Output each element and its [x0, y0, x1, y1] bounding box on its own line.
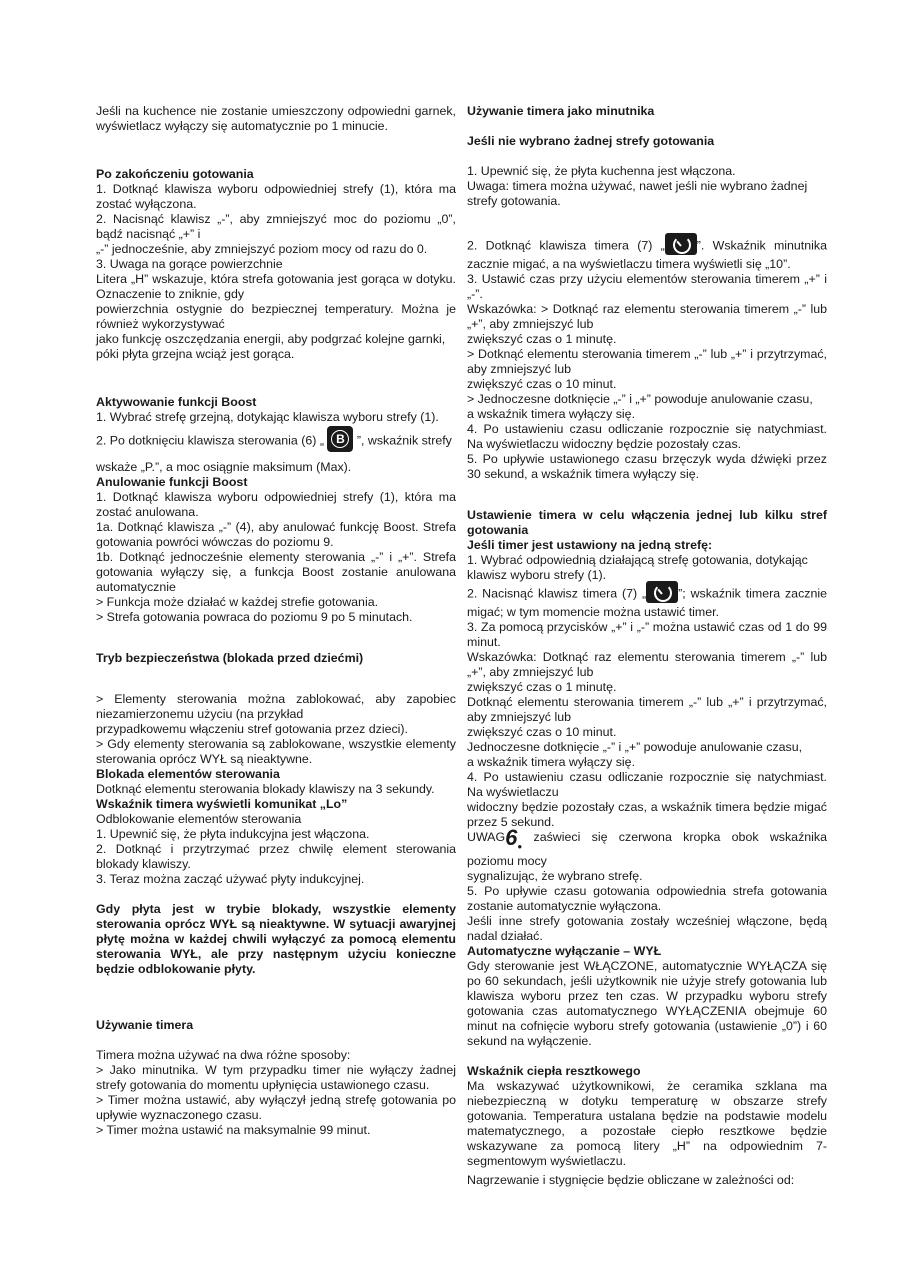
- zone-timer-step-2: [467, 583, 827, 620]
- zone-timer-hint-1: Wskazówka: Dotknąć raz elementu sterowania timerem „-” lub „+”, aby zmniejszyć lub: [467, 650, 827, 679]
- zone-timer-hint-2: zwiększyć czas o 1 minutę.: [467, 680, 617, 694]
- zone-timer-step-1: 1. Wybrać odpowiednią działającą strefę gotowania, dotykając klawisz wyboru strefy (1).: [467, 553, 808, 582]
- minute-minder-hint-6: a wskaźnik timera wyłączy się.: [467, 407, 636, 421]
- left-column: [96, 104, 456, 1138]
- lock-warning: Gdy płyta jest w trybie blokady, wszystkie elementy sterowania oprócz WYŁ są nieaktywne. W sytuacji awaryjnej płytę można w każdej chwili wyłączyć za pomocą elementu sterowania WYŁ, ale przy następnym użyciu konieczne będzie odblokowanie płyty.: [96, 902, 456, 976]
- timer-text-2: > Jako minutnika. W tym przypadku timer nie wyłączy żadnej strefy gotowania do momentu upłynięcia ustawionego czasu.: [96, 1063, 456, 1092]
- auto-off-heading: Automatyczne wyłączanie – WYŁ: [467, 944, 662, 958]
- zone-timer-caution: [467, 825, 827, 869]
- boost-on-step-2-text-b: ”, wskaźnik strefy: [356, 433, 452, 448]
- zone-timer-hint-3: Dotknąć elementu sterowania timerem „-” lub „+” i przytrzymać, aby zmniejszyć lub: [467, 695, 827, 724]
- minute-minder-step-5: 5. Po upływie ustawionego czasu brzęczyk wyda dźwięki przez 30 sekund, a wskaźnik timera wyłączy się.: [467, 452, 827, 481]
- boost-key-icon: [327, 426, 353, 452]
- timer-text-1: Timera można używać na dwa różne sposoby:: [96, 1048, 351, 1062]
- unlock-step-2: 2. Dotknąć i przytrzymać przez chwilę element sterowania blokady klawiszy.: [96, 842, 456, 871]
- hot-surface-text-1: Litera „H” wskazuje, która strefa gotowania jest gorąca w dotyku. Oznaczenie to zniknie, gdy: [96, 272, 456, 301]
- residual-heat-text: Ma wskazywać użytkownikowi, że ceramika szklana ma niebezpieczną w dotyku temperaturę w obszarze strefy gotowania. Temperatura ustalana będzie na podstawie modelu matematycznego, a pozostałe ciepło resztkowe będzie wskazywane za pomocą litery „H” na odpowiednim 7-segmentowym wyświetlaczu.: [467, 1079, 827, 1168]
- hot-surface-text-4: póki płyta grzejna wciąż jest gorąca.: [96, 347, 295, 361]
- timer-text-4: > Timer można ustawić na maksymalnie 99 minut.: [96, 1123, 371, 1137]
- boost-on-step-2: [96, 428, 456, 454]
- boost-off-note-1: > Funkcja może działać w każdej strefie gotowania.: [96, 595, 379, 609]
- residual-heat-heading: Wskaźnik ciepła resztkowego: [467, 1064, 641, 1078]
- minute-minder-hint-4: zwiększyć czas o 10 minut.: [467, 377, 617, 391]
- boost-off-note-2: > Strefa gotowania powraca do poziomu 9 po 5 minutach.: [96, 610, 413, 624]
- zone-timer-step-4b: widoczny będzie pozostały czas, a wskaźnik timera będzie migać przez 5 sekund.: [467, 800, 827, 829]
- lock-heading: Blokada elementów sterowania: [96, 767, 280, 781]
- zone-timer-caution-2: sygnalizując, że wybrano strefę.: [467, 869, 643, 883]
- boost-on-step-3: wskaże „P.”, a moc osiągnie maksimum (Max).: [96, 460, 352, 474]
- no-pot-note: Jeśli na kuchence nie zostanie umieszczony odpowiedni garnek, wyświetlacz wyłączy się automatycznie po 1 minucie.: [96, 104, 456, 133]
- boost-off-heading: Anulowanie funkcji Boost: [96, 475, 248, 489]
- minute-minder-step-1: 1. Upewnić się, że płyta kuchenna jest włączona.: [467, 164, 736, 178]
- boost-off-step-1: 1. Dotknąć klawisza wyboru odpowiedniej strefy (1), która ma zostać anulowana.: [96, 490, 456, 519]
- zone-timer-caution-text-b: zaświeci się czerwona kropka obok wskaźnika poziomu mocy: [467, 830, 827, 868]
- after-cooking-heading: Po zakończeniu gotowania: [96, 167, 254, 181]
- seven-segment-icon: [505, 825, 523, 854]
- auto-off-text: Gdy sterowanie jest WŁĄCZONE, automatycznie WYŁĄCZA się po 60 sekundach, jeśli użytkownik nie użyje strefy gotowania lub klawisza wyboru przez ten czas. W przypadku wyboru strefy gotowania czas automatycznego WYŁĄCZENIA obejmuje 60 minut na cofnięcie wyboru strefy gotowania (ustawienie „0”) i 60 sekund na wyłączenie.: [467, 959, 827, 1048]
- right-column: [467, 104, 827, 1188]
- boost-on-heading: Aktywowanie funkcji Boost: [96, 395, 257, 409]
- zone-timer-step-5: 5. Po upływie czasu gotowania odpowiednia strefa gotowania zostanie automatycznie wyłączona.: [467, 884, 827, 913]
- zone-timer-hint-4: zwiększyć czas o 10 minut.: [467, 725, 617, 739]
- boost-on-step-2-text-a: 2. Po dotknięciu klawisza sterowania (6) „: [96, 433, 324, 448]
- minute-minder-subheading: Jeśli nie wybrano żadnej strefy gotowania: [467, 134, 715, 148]
- zone-timer-hint-5: Jednoczesne dotknięcie „-” i „+” powoduje anulowanie czasu,: [467, 740, 803, 754]
- safety-text-3: > Gdy elementy sterowania są zablokowane, wszystkie elementy sterowania oprócz WYŁ są nieaktywne.: [96, 737, 456, 766]
- minute-minder-step-2: [467, 235, 827, 272]
- safety-text-2: przypadkowemu włączeniu stref gotowania przez dzieci).: [96, 722, 408, 736]
- boost-on-step-1: 1. Wybrać strefę grzejną, dotykając klawisza wyboru strefy (1).: [96, 410, 439, 424]
- boost-off-step-1b: 1b. Dotknąć jednocześnie elementy sterowania „-” i „+”. Strefa gotowania wyłączy się, a funkcja Boost zostanie anulowana automatycznie: [96, 550, 456, 594]
- timer-key-icon: [665, 233, 697, 255]
- lock-text-1: Dotknąć elementu sterowania blokady klawiszy na 3 sekundy.: [96, 782, 435, 796]
- minute-minder-step-2-text-a: 2. Dotknąć klawisza timera (7) „: [467, 238, 665, 253]
- minute-minder-hint-5: > Jednoczesne dotknięcie „-” i „+” powoduje anulowanie czasu,: [467, 392, 813, 406]
- safety-text-1: > Elementy sterowania można zablokować, aby zapobiec niezamierzonemu użyciu (na przykład: [96, 692, 456, 721]
- safety-heading: Tryb bezpieczeństwa (blokada przed dziećmi): [96, 651, 364, 665]
- zone-timer-note: Jeśli inne strefy gotowania zostały wcześniej włączone, będą nadal działać.: [467, 914, 827, 943]
- zone-timer-step-2-text-b: ”; wskaźnik timera zacznie migać; w tym momencie można ustawić timer.: [467, 586, 827, 619]
- zone-timer-step-2-text-a: 2. Nacisnąć klawisz timera (7) „: [467, 586, 647, 601]
- seven-segment-digit: 6: [505, 825, 518, 850]
- hot-surface-text-2: powierzchnia ostygnie do bezpiecznej temperatury. Można je również wykorzystywać: [96, 302, 456, 331]
- timer-key-icon: [646, 581, 678, 603]
- lock-text-2: Wskaźnik timera wyświetli komunikat „Lo”: [96, 797, 348, 811]
- minute-minder-note: Uwaga: timera można używać, nawet jeśli nie wybrano żadnej strefy gotowania.: [467, 179, 808, 208]
- unlock-heading: Odblokowanie elementów sterowania: [96, 812, 302, 826]
- after-cooking-step-1: 1. Dotknąć klawisza wyboru odpowiedniej strefy (1), która ma zostać wyłączona.: [96, 182, 456, 211]
- zone-timer-step-4: 4. Po ustawieniu czasu odliczanie rozpocznie się natychmiast. Na wyświetlaczu: [467, 770, 827, 799]
- zone-timer-hint-6: a wskaźnik timera wyłączy się.: [467, 755, 636, 769]
- boost-key-letter: B: [331, 430, 349, 448]
- timer-text-3: > Timer można ustawić, aby wyłączył jedną strefę gotowania po upływie wyznaczonego czasu.: [96, 1093, 456, 1122]
- minute-minder-step-3: 3. Ustawić czas przy użyciu elementów sterowania timerem „+” i „-”.: [467, 272, 827, 301]
- unlock-step-1: 1. Upewnić się, że płyta indukcyjna jest włączona.: [96, 827, 370, 841]
- after-cooking-step-2: 2. Nacisnąć klawisz „-”, aby zmniejszyć moc do poziomu „0”, bądź nacisnąć „+” i: [96, 212, 456, 241]
- minute-minder-hint-2: zwiększyć czas o 1 minutę.: [467, 332, 617, 346]
- zone-timer-subheading: Jeśli timer jest ustawiony na jedną strefę:: [467, 538, 713, 552]
- minute-minder-hint-3: > Dotknąć elementu sterowania timerem „-” lub „+” i przytrzymać, aby zmniejszyć lub: [467, 347, 827, 376]
- timer-heading: Używanie timera: [96, 1018, 194, 1032]
- residual-heat-last: Nagrzewanie i stygnięcie będzie obliczane w zależności od:: [467, 1173, 795, 1187]
- zone-timer-caution-text-a: UWAG: [467, 830, 506, 844]
- minute-minder-step-4: 4. Po ustawieniu czasu odliczanie rozpocznie się natychmiast. Na wyświetlaczu widoczny będzie pozostały czas.: [467, 422, 827, 451]
- minute-minder-heading: Używanie timera jako minutnika: [467, 104, 655, 118]
- after-cooking-step-2b: „-” jednocześnie, aby zmniejszyć poziom mocy od razu do 0.: [96, 242, 428, 256]
- red-dot-icon: ●: [517, 842, 523, 851]
- minute-minder-step-2-text-b: ”. Wskaźnik minutnika zacznie migać, a na wyświetlaczu timera wyświetli się „10”.: [467, 238, 827, 271]
- hot-surface-text-3: jako funkcję oszczędzania energii, aby podgrzać kolejne garnki,: [96, 332, 446, 346]
- minute-minder-hint-1: Wskazówka: > Dotknąć raz elementu sterowania timerem „-” lub „+”, aby zmniejszyć lub: [467, 302, 827, 331]
- zone-timer-step-3: 3. Za pomocą przycisków „+” i „-” można ustawić czas od 1 do 99 minut.: [467, 620, 827, 649]
- boost-off-step-1a: 1a. Dotknąć klawisza „-” (4), aby anulować funkcję Boost. Strefa gotowania powróci wówczas do poziomu 9.: [96, 520, 456, 549]
- unlock-step-3: 3. Teraz można zacząć używać płyty indukcyjnej.: [96, 872, 365, 886]
- after-cooking-step-3: 3. Uwaga na gorące powierzchnie: [96, 257, 283, 271]
- zone-timer-heading: Ustawienie timera w celu włączenia jednej lub kilku stref gotowania: [467, 508, 827, 537]
